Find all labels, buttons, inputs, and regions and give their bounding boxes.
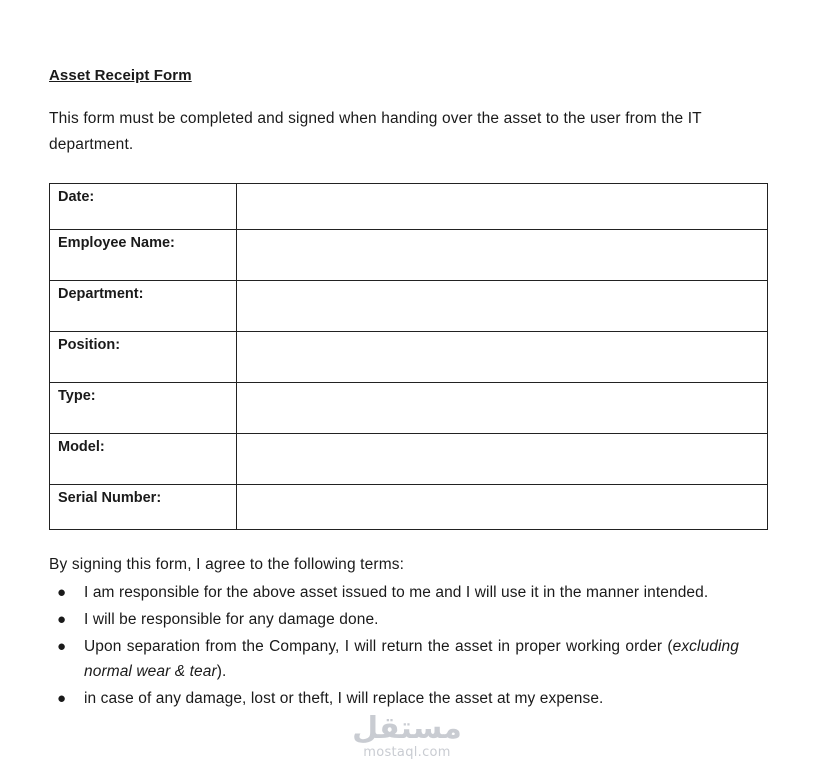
form-row-position xyxy=(50,332,768,383)
bullet-icon: ● xyxy=(57,689,67,707)
field-value-model[interactable] xyxy=(237,434,768,485)
field-label-position: Position: xyxy=(50,332,237,383)
term-text: in case of any damage, lost or theft, I will replace the asset at my expense. xyxy=(84,689,604,707)
watermark-arabic-logo: مستقل xyxy=(352,711,462,746)
field-label-type: Type: xyxy=(50,383,237,434)
field-label-employee-name: Employee Name: xyxy=(50,230,237,281)
form-row-type xyxy=(50,383,768,434)
field-value-serial-number[interactable] xyxy=(237,485,768,530)
asset-form-table xyxy=(49,183,768,530)
field-value-type[interactable] xyxy=(237,383,768,434)
form-row-employee-name xyxy=(50,230,768,281)
terms-intro: By signing this form, I agree to the following terms: xyxy=(49,556,405,573)
form-row-date xyxy=(50,184,768,230)
terms-list-item xyxy=(49,687,739,712)
term-text-end: ). xyxy=(216,662,227,680)
term-text: I will be responsible for any damage done. xyxy=(84,611,379,628)
field-label-serial-number: Serial Number: xyxy=(50,485,237,530)
terms-list-item xyxy=(49,581,739,606)
term-text: Upon separation from the Company, I will return the asset in proper working order ( xyxy=(84,638,673,655)
field-label-department: Department: xyxy=(50,281,237,332)
field-value-department[interactable] xyxy=(237,281,768,332)
field-value-position[interactable] xyxy=(237,332,768,383)
form-row-department xyxy=(50,281,768,332)
page-title: Asset Receipt Form xyxy=(49,67,192,84)
field-value-employee-name[interactable] xyxy=(237,230,768,281)
form-row-serial-number xyxy=(50,485,768,530)
terms-list-item xyxy=(49,635,739,684)
watermark-latin-text: mostaql.com xyxy=(363,745,451,760)
mostaql-watermark xyxy=(352,712,462,760)
field-value-date[interactable] xyxy=(237,184,768,230)
bullet-icon: ● xyxy=(57,638,67,655)
field-label-model: Model: xyxy=(50,434,237,485)
form-row-model xyxy=(50,434,768,485)
term-emphasis: excluding normal wear & tear xyxy=(84,638,739,680)
bullet-icon: ● xyxy=(57,584,67,601)
terms-list-item xyxy=(49,608,739,633)
term-text: I am responsible for the above asset issued to me and I will use it in the manner intended. xyxy=(84,584,709,601)
terms-list xyxy=(49,581,739,714)
bullet-icon: ● xyxy=(57,611,67,628)
intro-paragraph: This form must be completed and signed when handing over the asset to the user from the IT department. xyxy=(49,110,702,153)
field-label-date: Date: xyxy=(50,184,237,230)
